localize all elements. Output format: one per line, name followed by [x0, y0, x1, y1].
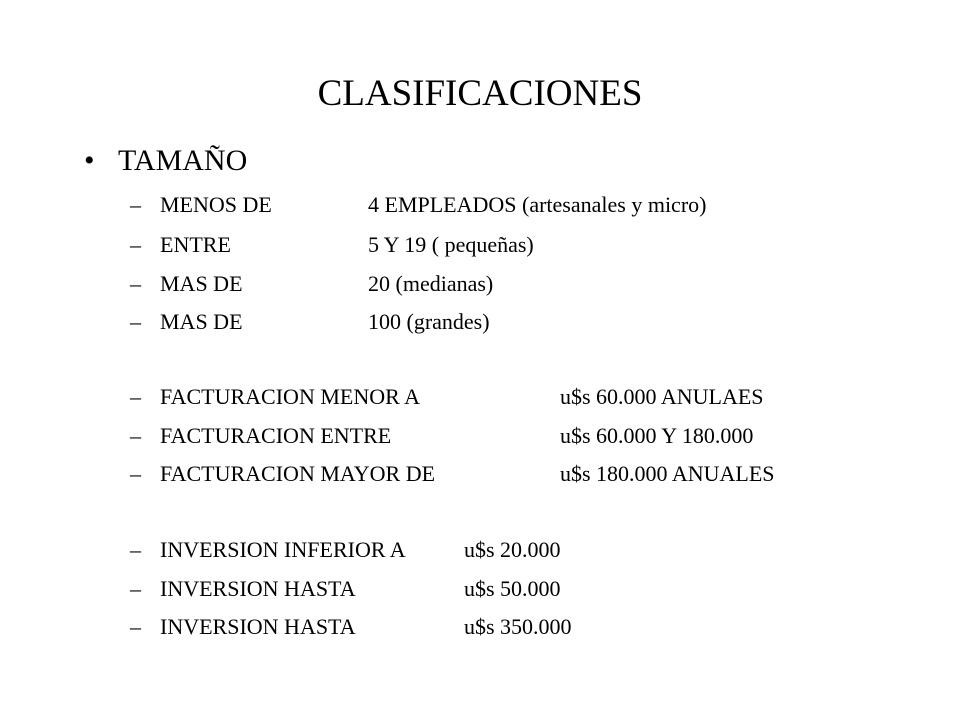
dash-icon: – [130, 423, 141, 448]
item-label: INVERSION HASTA [160, 614, 356, 639]
item-value: u$s 60.000 Y 180.000 [560, 423, 754, 448]
item-value: u$s 50.000 [464, 576, 561, 601]
bullet-icon: • [84, 144, 95, 177]
bullet-label: TAMAÑO [118, 144, 248, 177]
item-label: INVERSION HASTA [160, 576, 356, 601]
item-label: INVERSION INFERIOR A [160, 537, 406, 562]
dash-icon: – [130, 271, 141, 296]
item-value: 100 (grandes) [368, 309, 490, 334]
item-value: 20 (medianas) [368, 271, 494, 296]
dash-icon: – [130, 614, 141, 639]
bullet-item-size [84, 139, 247, 183]
item-label: ENTRE [160, 232, 231, 257]
dash-icon: – [130, 232, 141, 257]
item-label: MAS DE [160, 309, 243, 334]
dash-icon: – [130, 192, 141, 217]
dash-icon: – [130, 384, 141, 409]
item-value: u$s 350.000 [464, 614, 572, 639]
item-value: u$s 20.000 [464, 537, 561, 562]
dash-icon: – [130, 309, 141, 334]
item-label: FACTURACION MENOR A [160, 384, 420, 409]
item-value: u$s 60.000 ANULAES [560, 384, 764, 409]
item-label: MENOS DE [160, 192, 272, 217]
item-value: 5 Y 19 ( pequeñas) [368, 232, 534, 257]
item-value: 4 EMPLEADOS (artesanales y micro) [368, 192, 707, 217]
dash-icon: – [130, 576, 141, 601]
item-label: FACTURACION MAYOR DE [160, 461, 436, 486]
dash-icon: – [130, 461, 141, 486]
slide-title: CLASIFICACIONES [317, 73, 643, 114]
item-label: FACTURACION ENTRE [160, 423, 392, 448]
dash-icon: – [130, 537, 141, 562]
item-label: MAS DE [160, 271, 243, 296]
item-value: u$s 180.000 ANUALES [560, 461, 775, 486]
